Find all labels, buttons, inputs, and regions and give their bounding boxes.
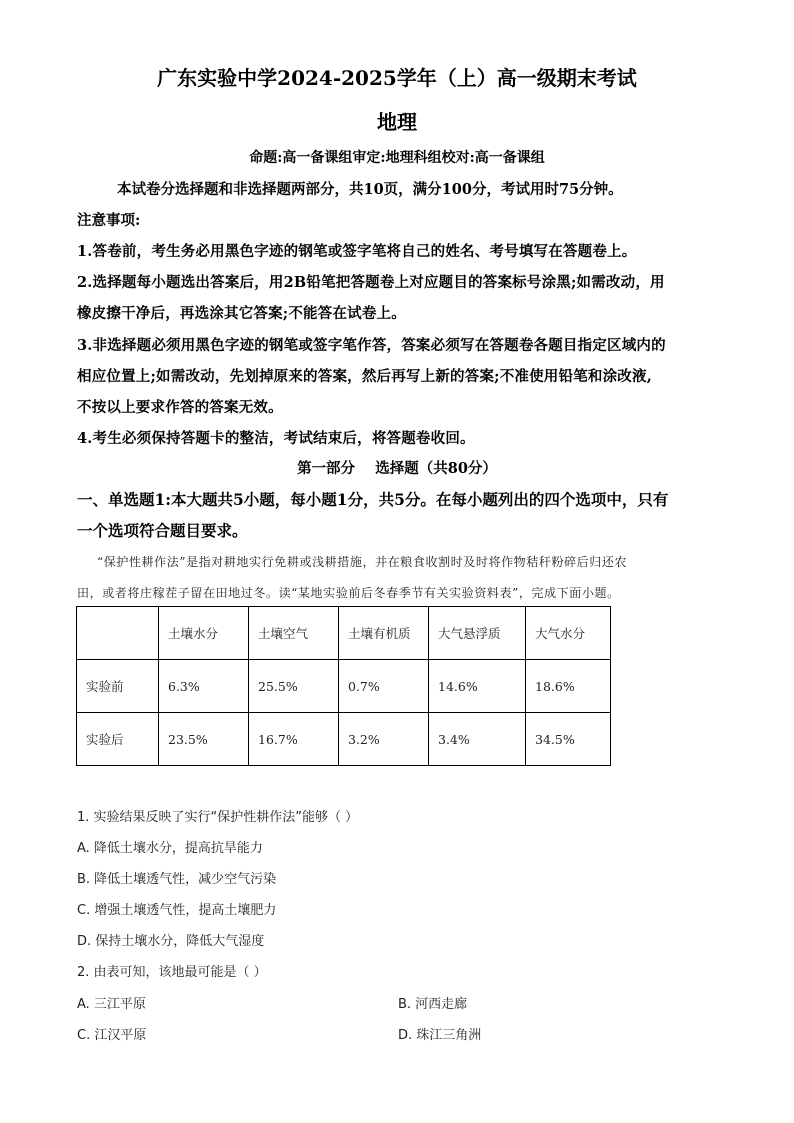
table-cell: 0.7% (339, 660, 429, 713)
passage-line: 田，或者将庄稼茬子留在田地过冬。读“某地实验前后冬春季节有关实验资料表”，完成下面小题。 (77, 586, 620, 600)
table-header-row (77, 607, 611, 660)
table-header-cell: 大气水分 (526, 607, 611, 660)
notice-heading: 注意事项: (77, 212, 141, 229)
exam-subject: 地理 (377, 110, 417, 134)
table-cell: 14.6% (429, 660, 526, 713)
question-2-option-d: D. 珠江三角洲 (398, 1028, 482, 1043)
notice-line: 1.答卷前，考生务必用黑色字迹的钢笔或签字笔将自己的姓名、考号填写在答题卷上。 (77, 243, 637, 260)
notice-line: 2.选择题每小题选出答案后，用2B铅笔把答题卷上对应题目的答案标号涂黑;如需改动，用 (77, 274, 665, 291)
section-instructions-continued: 一个选项符合题目要求。 (77, 521, 248, 540)
experiment-data-table (76, 606, 611, 766)
table-cell: 实验前 (77, 660, 159, 713)
part-heading: 第一部分 选择题（共80分） (297, 460, 497, 477)
table-header-cell: 大气悬浮质 (429, 607, 526, 660)
question-2-option-a: A. 三江平原 (77, 997, 146, 1012)
question-2-stem: 2. 由表可知，该地最可能是（ ） (77, 965, 267, 980)
notice-line: 相应位置上;如需改动，先划掉原来的答案，然后再写上新的答案;不准使用铅笔和涂改液, (77, 368, 652, 385)
question-1-option-a: A. 降低土壤水分，提高抗旱能力 (77, 841, 263, 856)
question-1-option-b: B. 降低土壤透气性，减少空气污染 (77, 872, 277, 887)
passage-line: “保护性耕作法”是指对耕地实行免耕或浅耕措施，并在粮食收割时及时将作物秸秆粉碎后归还农 (97, 555, 628, 569)
table-cell: 3.2% (339, 713, 429, 766)
exam-credits: 命题:高一备课组审定:地理科组校对:高一备课组 (249, 150, 545, 166)
table-cell: 25.5% (249, 660, 339, 713)
exam-title: 广东实验中学2024-2025学年（上）高一级期末考试 (157, 66, 637, 90)
table-cell: 6.3% (159, 660, 249, 713)
notice-line: 橡皮擦干净后，再选涂其它答案;不能答在试卷上。 (77, 305, 406, 322)
table-row (77, 660, 611, 713)
notice-line: 不按以上要求作答的答案无效。 (77, 399, 283, 416)
question-2-option-c: C. 江汉平原 (77, 1028, 147, 1043)
table-header-cell: 土壤空气 (249, 607, 339, 660)
table-row (77, 713, 611, 766)
question-2-option-b: B. 河西走廊 (398, 997, 468, 1012)
notice-line: 3.非选择题必须用黑色字迹的钢笔或签字笔作答，答案必须写在答题卷各题目指定区域内的 (77, 337, 666, 354)
section-instructions: 一、单选题1:本大题共5小题，每小题1分，共5分。在每小题列出的四个选项中，只有 (77, 490, 669, 509)
question-1-option-c: C. 增强土壤透气性，提高土壤肥力 (77, 903, 277, 918)
table-header-cell: 土壤有机质 (339, 607, 429, 660)
question-1-option-d: D. 保持土壤水分，降低大气湿度 (77, 934, 265, 949)
table-cell: 34.5% (526, 713, 611, 766)
table-cell: 3.4% (429, 713, 526, 766)
table-cell: 18.6% (526, 660, 611, 713)
question-1-stem: 1. 实验结果反映了实行“保护性耕作法”能够（ ） (77, 810, 359, 825)
table-cell: 16.7% (249, 713, 339, 766)
notice-line: 4.考生必须保持答题卡的整洁，考试结束后，将答题卷收回。 (77, 430, 475, 447)
table-header-cell (77, 607, 159, 660)
table-header-cell: 土壤水分 (159, 607, 249, 660)
exam-intro: 本试卷分选择题和非选择题两部分，共10页，满分100分，考试用时75分钟。 (117, 181, 623, 198)
table-cell: 实验后 (77, 713, 159, 766)
table-cell: 23.5% (159, 713, 249, 766)
